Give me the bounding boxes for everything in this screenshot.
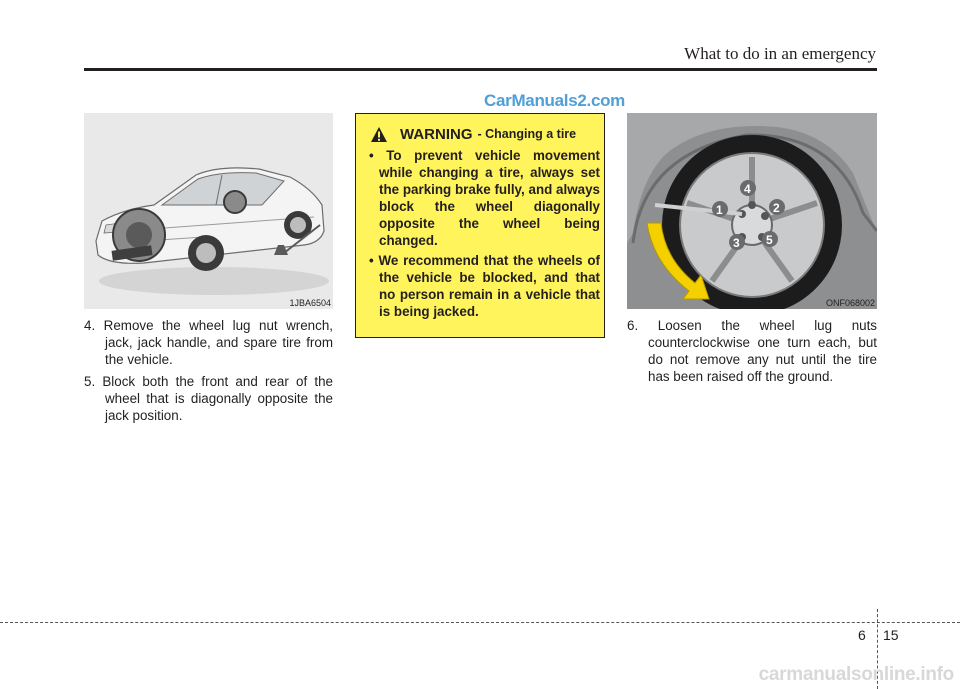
step-4: 4. Remove the wheel lug nut wrench, jack, jack handle, and spare tire from the vehicle. [84, 318, 333, 367]
watermark-bottom[interactable]: carmanualsonline.info [758, 664, 954, 685]
warning-list [364, 147, 600, 323]
nut-label-5: 5 [766, 233, 773, 247]
warning-item: • We recommend that the wheels of the vehicle be blocked, and that no person remain in a vehicle that is being jacked. [369, 253, 600, 319]
nut-label-1: 1 [716, 203, 723, 217]
warning-box [355, 113, 605, 338]
warning-header [370, 124, 576, 144]
nut-label-2: 2 [773, 201, 780, 215]
warning-word: WARNING [400, 125, 473, 143]
step-6: 6. Loosen the wheel lug nuts counterclockwise one turn each, but do not remove any nut until the tire has been raised off the ground. [627, 318, 877, 384]
car-jack-illustration [84, 113, 333, 309]
car-illustration-icon [84, 113, 333, 309]
page-number: 15 [883, 627, 899, 643]
warning-triangle-icon [370, 126, 388, 143]
step-5: 5. Block both the front and rear of the wheel that is diagonally opposite the jack position. [84, 374, 333, 423]
nut-label-4: 4 [744, 182, 751, 196]
page-chapter-number: 6 [858, 627, 866, 643]
wheel-lug-nuts-illustration [627, 113, 877, 309]
footer-rule [0, 622, 960, 623]
nut-label-3: 3 [733, 236, 740, 250]
warning-item: • To prevent vehicle movement while changing a tire, always set the parking brake fully, and always block the wheel diagonally opposite the wheel being changed. [369, 148, 600, 248]
warning-subtitle: - Changing a tire [477, 127, 577, 141]
figure-code-right: ONF068002 [825, 298, 875, 308]
header-rule [84, 68, 877, 71]
page-header-title: What to do in an emergency [684, 44, 876, 63]
watermark-top[interactable]: CarManuals2.com [484, 91, 625, 110]
steps-list-right [627, 317, 877, 390]
steps-list-left [84, 317, 333, 429]
figure-code-left: 1JBA6504 [289, 298, 331, 308]
wheel-illustration-icon [627, 113, 877, 309]
